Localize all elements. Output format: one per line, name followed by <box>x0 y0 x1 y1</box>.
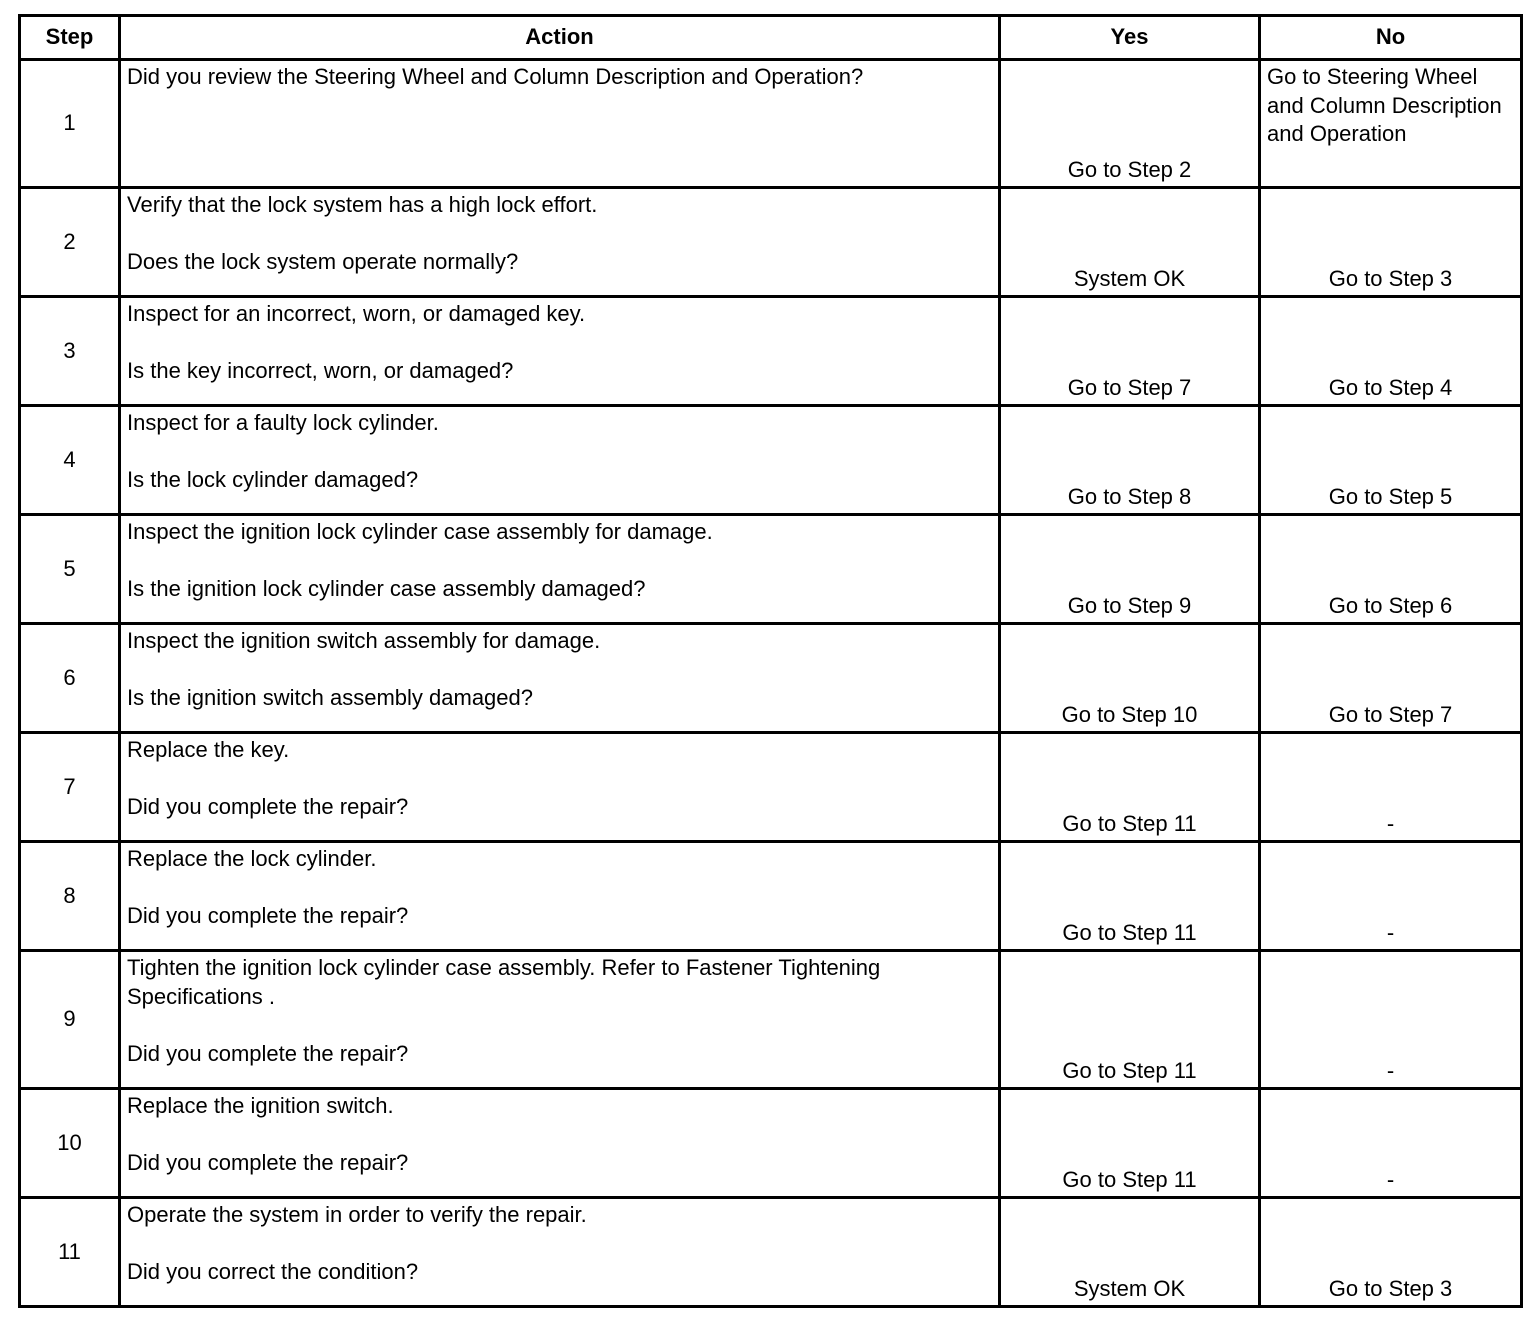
action-question: Is the ignition switch assembly damaged? <box>127 685 533 710</box>
action-question: Is the key incorrect, worn, or damaged? <box>127 358 514 383</box>
column-header-step: Step <box>20 16 120 60</box>
action-instruction: Inspect for an incorrect, worn, or damaged key. <box>127 301 586 326</box>
yes-result: Go to Step 11 <box>1000 1089 1260 1198</box>
no-result: - <box>1260 951 1522 1089</box>
step-number: 6 <box>20 624 120 733</box>
action-instruction: Inspect the ignition lock cylinder case assembly for damage. <box>127 519 713 544</box>
step-number: 9 <box>20 951 120 1089</box>
table-row <box>20 1089 1522 1198</box>
no-result-text: Go to Steering Wheel and Column Description and Operation <box>1267 64 1502 146</box>
table-row <box>20 1198 1522 1307</box>
no-result: Go to Step 3 <box>1260 1198 1522 1307</box>
yes-result: Go to Step 9 <box>1000 515 1260 624</box>
action-cell <box>120 842 1000 951</box>
yes-result: Go to Step 11 <box>1000 842 1260 951</box>
yes-result: System OK <box>1000 188 1260 297</box>
yes-result: Go to Step 2 <box>1000 60 1260 188</box>
yes-result: Go to Step 10 <box>1000 624 1260 733</box>
table-row <box>20 951 1522 1089</box>
no-result <box>1260 60 1522 188</box>
step-number: 4 <box>20 406 120 515</box>
table-row <box>20 515 1522 624</box>
step-number: 10 <box>20 1089 120 1198</box>
action-instruction: Inspect the ignition switch assembly for damage. <box>127 628 601 653</box>
yes-result: System OK <box>1000 1198 1260 1307</box>
no-result: Go to Step 6 <box>1260 515 1522 624</box>
action-question: Does the lock system operate normally? <box>127 249 519 274</box>
action-cell <box>120 297 1000 406</box>
action-question: Did you correct the condition? <box>127 1259 419 1284</box>
action-cell <box>120 1198 1000 1307</box>
action-instruction: Tighten the ignition lock cylinder case assembly. Refer to Fastener Tightening Specifications . <box>127 955 881 1009</box>
action-cell <box>120 406 1000 515</box>
no-result: - <box>1260 842 1522 951</box>
action-question: Did you review the Steering Wheel and Column Description and Operation? <box>127 64 864 89</box>
yes-result: Go to Step 8 <box>1000 406 1260 515</box>
column-header-no: No <box>1260 16 1522 60</box>
action-cell <box>120 1089 1000 1198</box>
column-header-yes: Yes <box>1000 16 1260 60</box>
yes-result: Go to Step 11 <box>1000 951 1260 1089</box>
step-number: 11 <box>20 1198 120 1307</box>
action-question: Did you complete the repair? <box>127 903 409 928</box>
table-row <box>20 60 1522 188</box>
column-header-action: Action <box>120 16 1000 60</box>
action-cell <box>120 624 1000 733</box>
table-row <box>20 733 1522 842</box>
step-number: 7 <box>20 733 120 842</box>
step-number: 8 <box>20 842 120 951</box>
table-row <box>20 188 1522 297</box>
table-row <box>20 842 1522 951</box>
action-instruction: Operate the system in order to verify the repair. <box>127 1202 587 1227</box>
action-question: Is the ignition lock cylinder case assembly damaged? <box>127 576 646 601</box>
step-number: 5 <box>20 515 120 624</box>
action-question: Is the lock cylinder damaged? <box>127 467 419 492</box>
yes-result: Go to Step 11 <box>1000 733 1260 842</box>
no-result: - <box>1260 1089 1522 1198</box>
action-cell <box>120 60 1000 188</box>
no-result: Go to Step 4 <box>1260 297 1522 406</box>
action-instruction: Replace the ignition switch. <box>127 1093 394 1118</box>
yes-result: Go to Step 7 <box>1000 297 1260 406</box>
action-cell <box>120 515 1000 624</box>
table-row <box>20 297 1522 406</box>
step-number: 1 <box>20 60 120 188</box>
no-result: - <box>1260 733 1522 842</box>
no-result: Go to Step 5 <box>1260 406 1522 515</box>
action-instruction: Replace the key. <box>127 737 290 762</box>
action-question: Did you complete the repair? <box>127 1150 409 1175</box>
action-cell <box>120 188 1000 297</box>
action-instruction: Replace the lock cylinder. <box>127 846 377 871</box>
step-number: 2 <box>20 188 120 297</box>
table-row <box>20 624 1522 733</box>
action-cell <box>120 951 1000 1089</box>
action-question: Did you complete the repair? <box>127 1040 409 1066</box>
action-question: Did you complete the repair? <box>127 794 409 819</box>
table-row <box>20 406 1522 515</box>
action-instruction: Inspect for a faulty lock cylinder. <box>127 410 439 435</box>
no-result: Go to Step 7 <box>1260 624 1522 733</box>
table-header-row <box>20 16 1522 60</box>
diagnostic-table <box>18 14 1523 1308</box>
action-cell <box>120 733 1000 842</box>
action-instruction: Verify that the lock system has a high lock effort. <box>127 192 598 217</box>
step-number: 3 <box>20 297 120 406</box>
no-result: Go to Step 3 <box>1260 188 1522 297</box>
